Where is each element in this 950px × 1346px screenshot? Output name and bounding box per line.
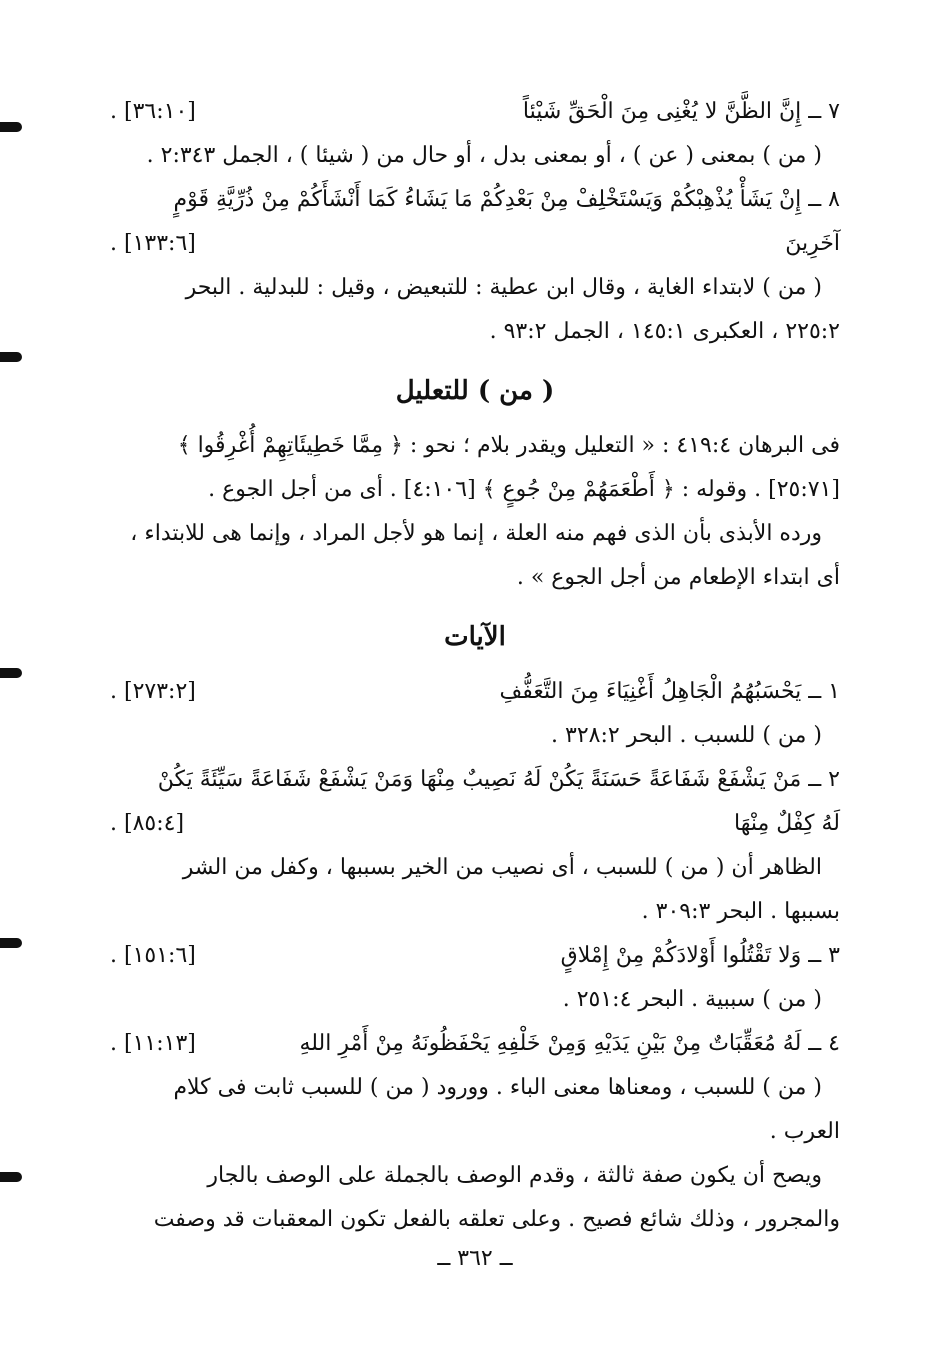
section-heading-ayat: الآيات [444,622,506,652]
verse-text: آخَرِينَ [785,231,840,256]
commentary-line [110,134,840,178]
verse-reference: [٢٧٣:٢] . [110,679,196,704]
commentary-text: ( من ) للسبب ، ومعناها معنى الباء . وورود ( من ) للسبب ثابت فى كلام [173,1075,822,1100]
commentary-text: العرب . [769,1119,840,1144]
top-entries [110,90,840,354]
commentary-text: ( من ) بمعنى ( عن ) ، أو بمعنى بدل ، أو حال من ( شيئا ) ، الجمل ٢:٣٤٣ . [146,143,822,168]
commentary-text: ويصح أن يكون صفة ثالثة ، وقدم الوصف بالجملة على الوصف بالجار [207,1163,822,1188]
verse-text: ٧ ــ إِنَّ الظَّنَّ لا يُغْنِى مِنَ الْحَقِّ شَيْئاً [522,99,840,124]
binding-mark [0,352,22,362]
commentary-text: والمجرور ، وذلك شائع فصيح . وعلى تعلقه بالفعل تكون المعقبات قد وصفت [153,1207,840,1232]
verse-line [110,670,840,714]
verse-text: ٨ ــ إِنْ يَشَأْ يُذْهِبْكُمْ وَيَسْتَخْلِفْ مِنْ بَعْدِكُمْ مَا يَشَاءُ كَمَا أَنْشَأَكُمْ مِنْ ذُرِّيَّةِ قَوْمٍ [173,187,840,212]
commentary-line [110,266,840,310]
page-number: ــ ٣٦٢ ــ [437,1246,513,1271]
commentary-text: ( من ) لابتداء الغاية ، وقال ابن عطية : للتبعيض ، وقيل : للبدلية . البحر [185,275,822,300]
commentary-line [110,1066,840,1110]
commentary-line [110,714,840,758]
commentary-line [110,1110,840,1154]
section-heading-taalil: ( من ) للتعليل [395,376,555,406]
paragraph-line: أى ابتداء الإطعام من أجل الجوع » . [516,565,840,590]
paragraph-line: فى البرهان ٤١٩:٤ : « التعليل ويقدر بلام ؛ نحو : ﴿ مِمَّا خَطِيئَاتِهِمْ أُغْرِقُوا ﴾ [177,433,840,458]
verse-line [110,1022,840,1066]
paragraph-line: ورده الأبذى بأن الذى فهم منه العلة ، إنما هو لأجل المراد ، وإنما هى للابتداء ، [130,521,822,546]
commentary-text: ( من ) للسبب . البحر ٣٢٨:٢ . [551,723,822,748]
paragraph-line: [٢٥:٧١] . وقوله : ﴿ أَطْعَمَهُمْ مِنْ جُوعٍ ﴾ [٤:١٠٦] . أى من أجل الجوع . [208,477,840,502]
verse-text: ٤ ــ لَهُ مُعَقِّبَاتٌ مِنْ بَيْنِ يَدَيْهِ وَمِنْ خَلْفِهِ يَحْفَظُونَهُ مِنْ أَمْرِ اللهِ [299,1031,840,1056]
commentary-line [110,1198,840,1242]
verse-text: ٢ ــ مَنْ يَشْفَعْ شَفَاعَةً حَسَنَةً يَكُنْ لَهُ نَصِيبٌ مِنْهَا وَمَنْ يَشْفَعْ شَفَاعَةً سَيِّئَةً يَكُنْ [157,767,840,792]
verse-reference: [١٥١:٦] . [110,943,196,968]
verse-reference: [٣٦:١٠] . [110,99,196,124]
commentary-text: ٢٢٥:٢ ، العكبرى ١٤٥:١ ، الجمل ٩٣:٢ . [489,319,840,344]
commentary-line [110,890,840,934]
commentary-text: الظاهر أن ( من ) للسبب ، أى نصيب من الخير بسببها ، وكفل من الشر [182,855,822,880]
verse-reference: [١١:١٣] . [110,1031,196,1056]
verse-line [110,934,840,978]
verse-line [110,90,840,134]
commentary-line [110,978,840,1022]
commentary-line [110,310,840,354]
verse-text: ٣ ــ وَلا تَقْتُلُوا أَوْلادَكُمْ مِنْ إِمْلاقٍ [560,943,840,968]
ayat-list [110,670,840,1242]
verse-text: ١ ــ يَحْسَبُهُمُ الْجَاهِلُ أَغْنِيَاءَ مِنَ التَّعَفُّفِ [499,679,840,704]
verse-line [110,802,840,846]
commentary-text: بسببها . البحر ٣٠٩:٣ . [641,899,840,924]
verse-reference: [١٣٣:٦] . [110,231,196,256]
verse-text: لَهُ كِفْلٌ مِنْهَا [733,811,840,836]
taalil-paragraph [110,424,840,600]
verse-reference: [٨٥:٤] . [110,811,185,836]
verse-line [110,758,840,802]
binding-mark [0,938,22,948]
binding-mark [0,122,22,132]
verse-line [110,178,840,222]
commentary-text: ( من ) سببية . البحر ٢٥١:٤ . [562,987,822,1012]
binding-mark [0,668,22,678]
commentary-line [110,1154,840,1198]
page-body [110,90,840,1242]
binding-mark [0,1172,22,1182]
verse-line [110,222,840,266]
commentary-line [110,846,840,890]
